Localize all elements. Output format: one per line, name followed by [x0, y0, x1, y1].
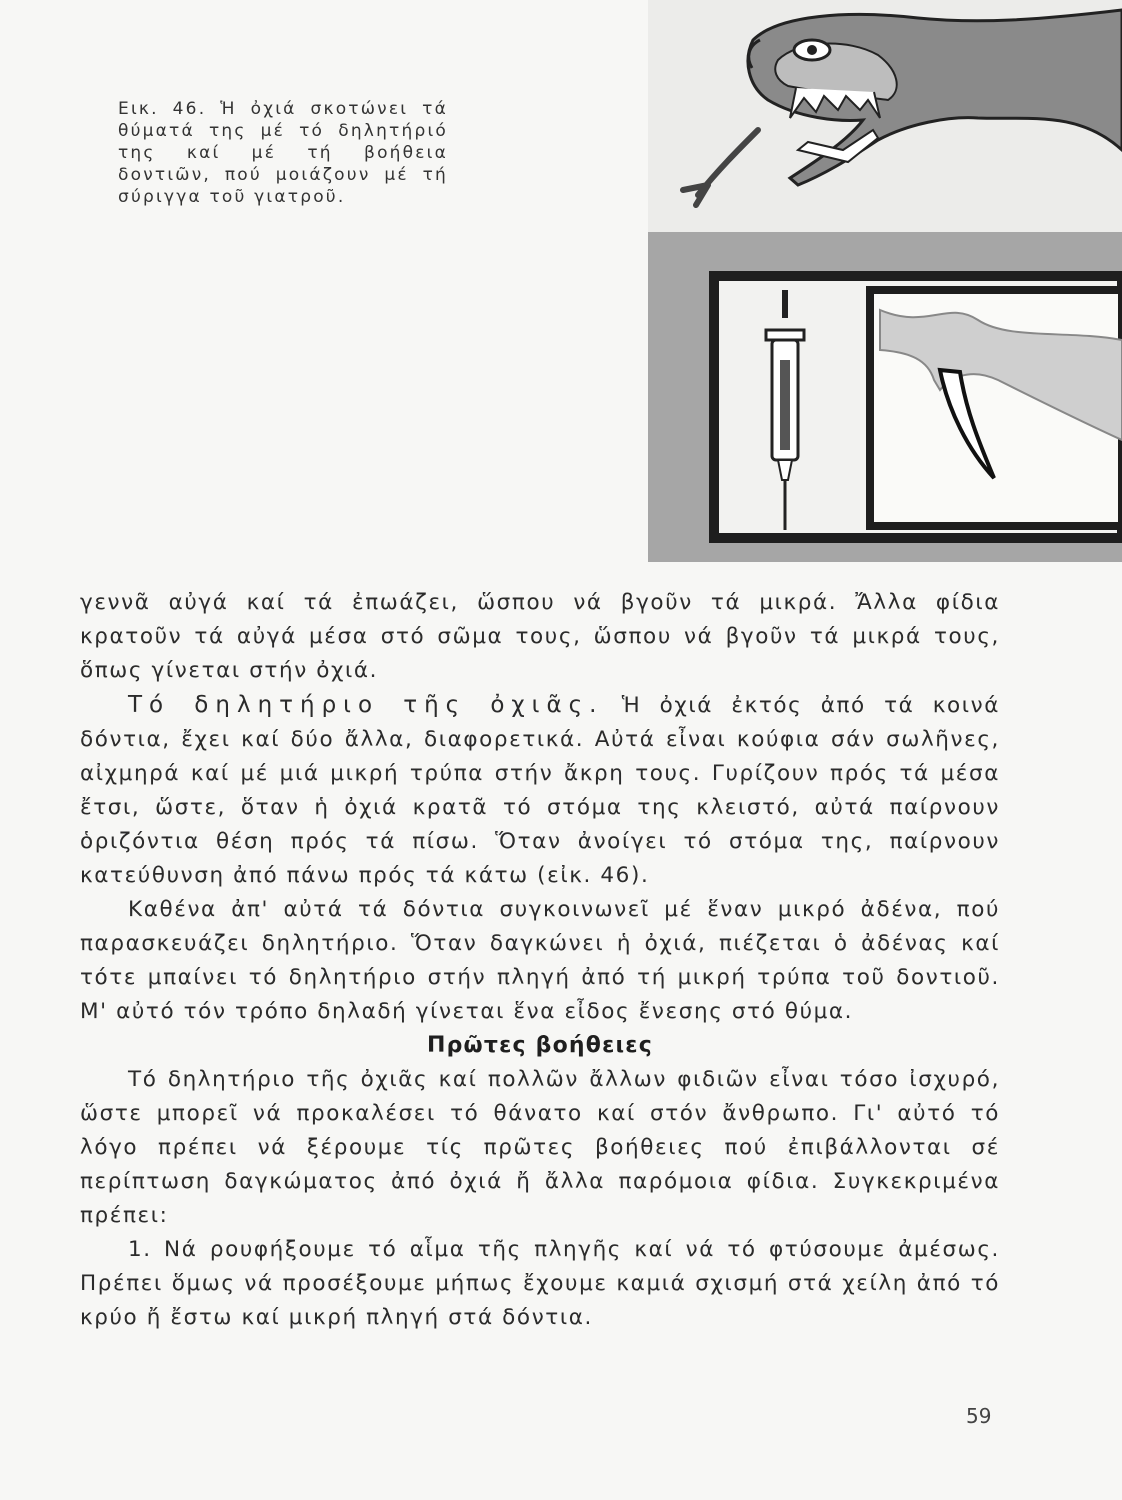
paragraph-venom: [80, 688, 1000, 893]
paragraph-gland: Καθένα ἀπ' αὐτά τά δόντια συγκοινωνεῖ μέ ἕναν μικρό ἀδένα, πού παρασκευάζει δηλητήριο. Ὅταν δαγκώνει ἡ ὀχιά, πιέζεται ὁ ἀδένας καί τότε μπαίνει τό δηλητήριο στήν πληγή ἀπό τή μικρή τρύπα τοῦ δοντιοῦ. Μ' αὐτό τόν τρόπο δηλαδή γίνεται ἕνα εἶδος ἔνεσης στό θύμα.: [80, 897, 1000, 1024]
paragraph-first-aid-step-1: 1. Νά ρουφήξουμε τό αἷμα τῆς πληγῆς καί νά τό φτύσουμε ἀμέσως. Πρέπει ὅμως νά προσέξουμε μήπως ἔχουμε καμιά σχισμή στά χείλη ἀπό τό κρύο ἤ ἔστω καί μικρή πληγή στά δόντια.: [80, 1237, 1000, 1330]
paragraph-first-aid-intro: Τό δηλητήριο τῆς ὀχιᾶς καί πολλῶν ἄλλων φιδιῶν εἶναι τόσο ἰσχυρό, ὥστε μπορεῖ νά προκαλέσει τό θάνατο καί στόν ἄνθρωπο. Γι' αὐτό τό λόγο πρέπει νά ξέρουμε τίς πρῶτες βοήθειες πού ἐπιβάλλονται σέ περίπτωση δαγκώματος ἀπό ὀχιά ἤ ἄλλα παρόμοια φίδια. Συγκεκριμένα πρέπει:: [80, 1067, 1000, 1228]
snake-syringe-illustration: [648, 0, 1122, 562]
figure-caption: Εικ. 46. Ἡ ὀχιά σκοτώνει τά θύματά της μέ τό δηλητήριό της καί μέ τή βοήθεια δοντιῶν, πού μοιάζουν μέ τή σύριγγα τοῦ γιατροῦ.: [118, 99, 448, 207]
paragraph-venom-text: Ἡ ὀχιά ἐκτός ἀπό τά κοινά δόντια, ἔχει καί δύο ἄλλα, διαφορετικά. Αὐτά εἶναι κούφια σάν σωλῆνες, αἰχμηρά καί μέ μιά μικρή τρύπα στήν ἄκρη τους. Γυρίζουν πρός τά μέσα ἔτσι, ὥστε, ὅταν ἡ ὀχιά κρατᾶ τό στόμα της κλειστό, αὐτά παίρνουν ὁριζόντια θέση πρός τά πίσω. Ὅταν ἀνοίγει τό στόμα της, παίρνουν κατεύθυνση ἀπό πάνω πρός τά κάτω (εἰκ. 46).: [80, 693, 1001, 888]
section-title-venom: Τό δηλητήριο τῆς ὀχιᾶς.: [128, 692, 604, 718]
paragraph-reproduction: γεννᾶ αὐγά καί τά ἐπωάζει, ὥσπου νά βγοῦν τά μικρά. Ἄλλα φίδια κρατοῦν τά αὐγά μέσα στό σῶμα τους, ὥσπου νά βγοῦν τά μικρά τους, ὅπως γίνεται στήν ὀχιά.: [80, 590, 1000, 683]
page-number: 59: [966, 1404, 992, 1428]
heading-first-aid: Πρῶτες βοήθειες: [426, 1033, 653, 1058]
main-text-column: [80, 586, 1000, 1335]
